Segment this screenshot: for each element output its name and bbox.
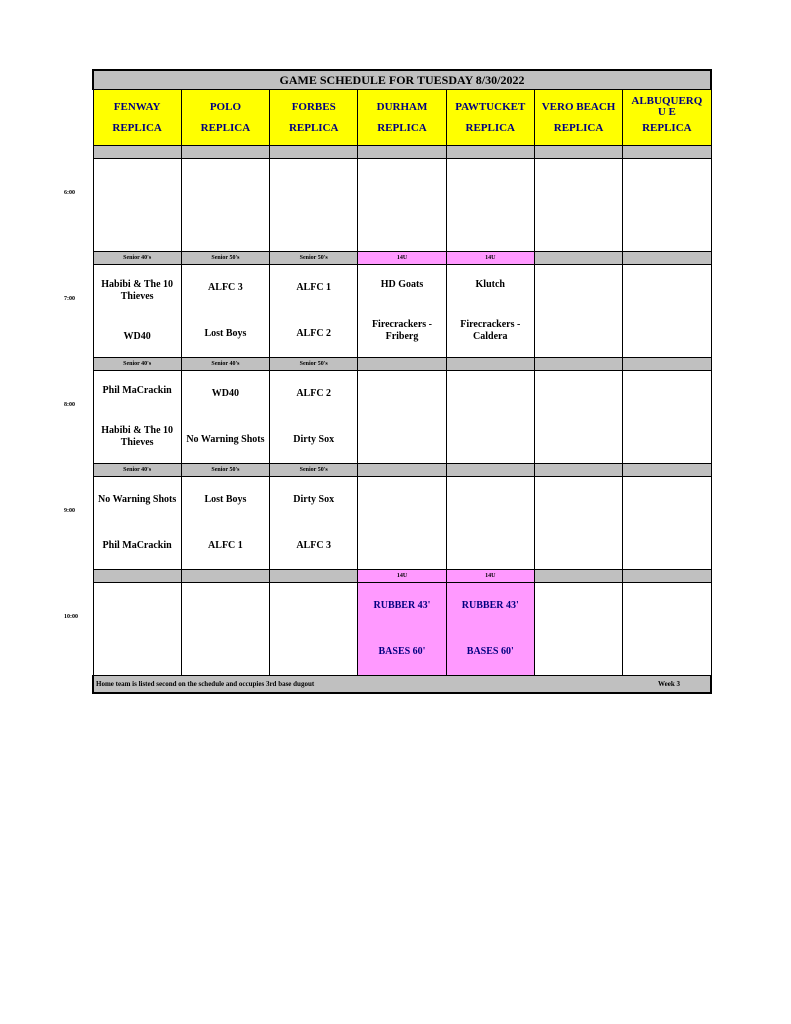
division-label: 14U [446,252,534,265]
away-team: No Warning Shots [98,494,177,505]
title-row [93,70,711,90]
field-sub: REPLICA [553,121,604,134]
schedule-sheet [92,69,712,694]
away-team: ALFC 1 [296,282,332,293]
field-header-durham [358,90,446,146]
game-cell [93,159,181,252]
matchup [182,159,269,251]
matchup [94,265,181,357]
division-label [623,252,711,265]
game-cell [446,583,534,676]
matchup [447,477,534,569]
division-label: Senior 50's [270,358,358,371]
game-cell [93,265,181,358]
matchup [535,159,622,251]
time-slot-row [93,265,711,358]
away-team: Habibi & The 10 Thieves [101,279,174,302]
division-label [181,570,269,583]
matchup [447,159,534,251]
home-team: WD40 [123,331,151,342]
game-cell [358,159,446,252]
division-label: Senior 40's [181,358,269,371]
footer-note: Home team is listed second on the schedule and occupies 3rd base dugout [96,680,315,688]
matchup [447,583,534,675]
game-cell [270,583,358,676]
game-cell [181,477,269,570]
matchup [182,583,269,675]
matchup [535,371,622,463]
matchup [270,371,357,463]
field-name: FENWAY [113,100,161,113]
game-cell [358,477,446,570]
game-cell [270,371,358,464]
division-label [623,146,711,159]
matchup [447,371,534,463]
division-label [623,570,711,583]
matchup [94,159,181,251]
home-team: BASES 60' [378,646,426,657]
time-label: 7:00 [64,296,75,302]
game-cell [270,265,358,358]
field-name: FORBES [291,100,336,113]
game-cell [534,159,622,252]
away-team: Lost Boys [204,494,247,505]
field-header-fenway [93,90,181,146]
division-label [358,146,446,159]
home-team: Habibi & The 10 Thieves [101,425,174,448]
time-label: 9:00 [64,508,75,514]
division-label: Senior 40's [93,252,181,265]
field-sub: REPLICA [288,121,339,134]
field-header-vero-beach [534,90,622,146]
field-header-polo [181,90,269,146]
matchup [623,371,710,463]
game-cell [358,583,446,676]
game-cell [446,265,534,358]
field-name: PAWTUCKET [455,100,526,113]
division-label: Senior 50's [270,252,358,265]
game-cell [534,371,622,464]
field-sub: REPLICA [642,122,692,134]
division-label [446,464,534,477]
field-name: ALBUQUERQU E [631,95,703,118]
division-label [181,146,269,159]
game-cell [534,265,622,358]
field-sub: REPLICA [465,121,516,134]
field-header-pawtucket [446,90,534,146]
matchup [94,477,181,569]
division-label [270,146,358,159]
field-sub: REPLICA [200,121,251,134]
field-sub: REPLICA [112,121,162,134]
game-cell [93,583,181,676]
away-team: WD40 [211,388,240,399]
matchup [270,477,357,569]
matchup [94,583,181,675]
home-team: Lost Boys [204,328,247,339]
matchup [358,159,445,251]
away-team: Dirty Sox [293,494,335,505]
division-label: 14U [446,570,534,583]
time-label: 8:00 [64,402,75,408]
game-cell [270,159,358,252]
matchup [447,265,534,357]
game-cell [446,371,534,464]
game-cell [623,265,711,358]
away-team: ALFC 3 [208,282,243,293]
division-label [270,570,358,583]
matchup [623,477,710,569]
away-team: Klutch [475,279,505,290]
matchup [182,477,269,569]
division-row [93,464,711,477]
field-name: VERO BEACH [541,100,616,113]
game-cell [358,371,446,464]
away-team: HD Goats [380,279,424,290]
division-label [358,358,446,371]
home-team: ALFC 2 [296,328,332,339]
division-label [93,570,181,583]
away-team: RUBBER 43' [461,600,519,611]
field-name: DURHAM [376,100,428,113]
division-label: Senior 50's [270,464,358,477]
game-cell [446,477,534,570]
game-cell [623,477,711,570]
home-team: ALFC 3 [296,540,332,551]
home-team: Firecrackers - Friberg [371,319,433,342]
division-label [446,358,534,371]
time-slot-row [93,371,711,464]
matchup [535,265,622,357]
matchup [535,583,622,675]
schedule-table [92,69,712,694]
game-cell [623,583,711,676]
home-team: BASES 60' [466,646,514,657]
division-row [93,570,711,583]
game-cell [358,265,446,358]
field-name: POLO [209,100,241,113]
away-team: ALFC 2 [296,388,332,399]
division-label [623,464,711,477]
game-cell [93,371,181,464]
footer-row [93,676,711,694]
division-label [623,358,711,371]
game-cell [181,583,269,676]
field-header-row [93,90,711,146]
game-cell [446,159,534,252]
matchup [358,583,445,675]
away-team: Phil MaCrackin [102,385,172,396]
schedule-title: GAME SCHEDULE FOR TUESDAY 8/30/2022 [93,70,711,90]
time-slot-row [93,159,711,252]
field-header-albuquerque [623,90,711,146]
matchup [623,265,710,357]
field-header-forbes [270,90,358,146]
matchup [358,371,445,463]
away-team: RUBBER 43' [373,600,431,611]
matchup [270,159,357,251]
division-label: Senior 50's [181,464,269,477]
week-label: Week 3 [658,680,680,688]
game-cell [93,477,181,570]
home-team: Firecrackers - Caldera [460,319,521,342]
time-slot-row [93,477,711,570]
home-team: No Warning Shots [186,434,265,445]
matchup [623,583,710,675]
home-team: Phil MaCrackin [102,540,172,551]
division-row [93,252,711,265]
footer-cell [93,676,711,694]
division-row [93,146,711,159]
division-label [534,358,622,371]
game-cell [181,265,269,358]
division-label: 14U [358,252,446,265]
division-label: 14U [358,570,446,583]
matchup [535,477,622,569]
game-cell [534,583,622,676]
game-cell [623,159,711,252]
game-cell [534,477,622,570]
matchup [182,265,269,357]
time-label: 10:00 [64,614,78,620]
field-sub: REPLICA [377,121,427,134]
division-label [534,464,622,477]
division-label: Senior 50's [181,252,269,265]
division-label [358,464,446,477]
division-label: Senior 40's [93,358,181,371]
matchup [358,477,445,569]
division-label [534,146,622,159]
time-slot-row [93,583,711,676]
time-label: 6:00 [64,190,75,196]
division-label [534,570,622,583]
matchup [182,371,269,463]
matchup [270,583,357,675]
game-cell [623,371,711,464]
game-cell [270,477,358,570]
matchup [270,265,357,357]
home-team: Dirty Sox [293,434,335,445]
matchup [94,371,181,463]
home-team: ALFC 1 [208,540,243,551]
division-label: Senior 40's [93,464,181,477]
game-cell [181,159,269,252]
division-label [446,146,534,159]
matchup [623,159,710,251]
division-label [93,146,181,159]
division-row [93,358,711,371]
matchup [358,265,445,357]
division-label [534,252,622,265]
game-cell [181,371,269,464]
